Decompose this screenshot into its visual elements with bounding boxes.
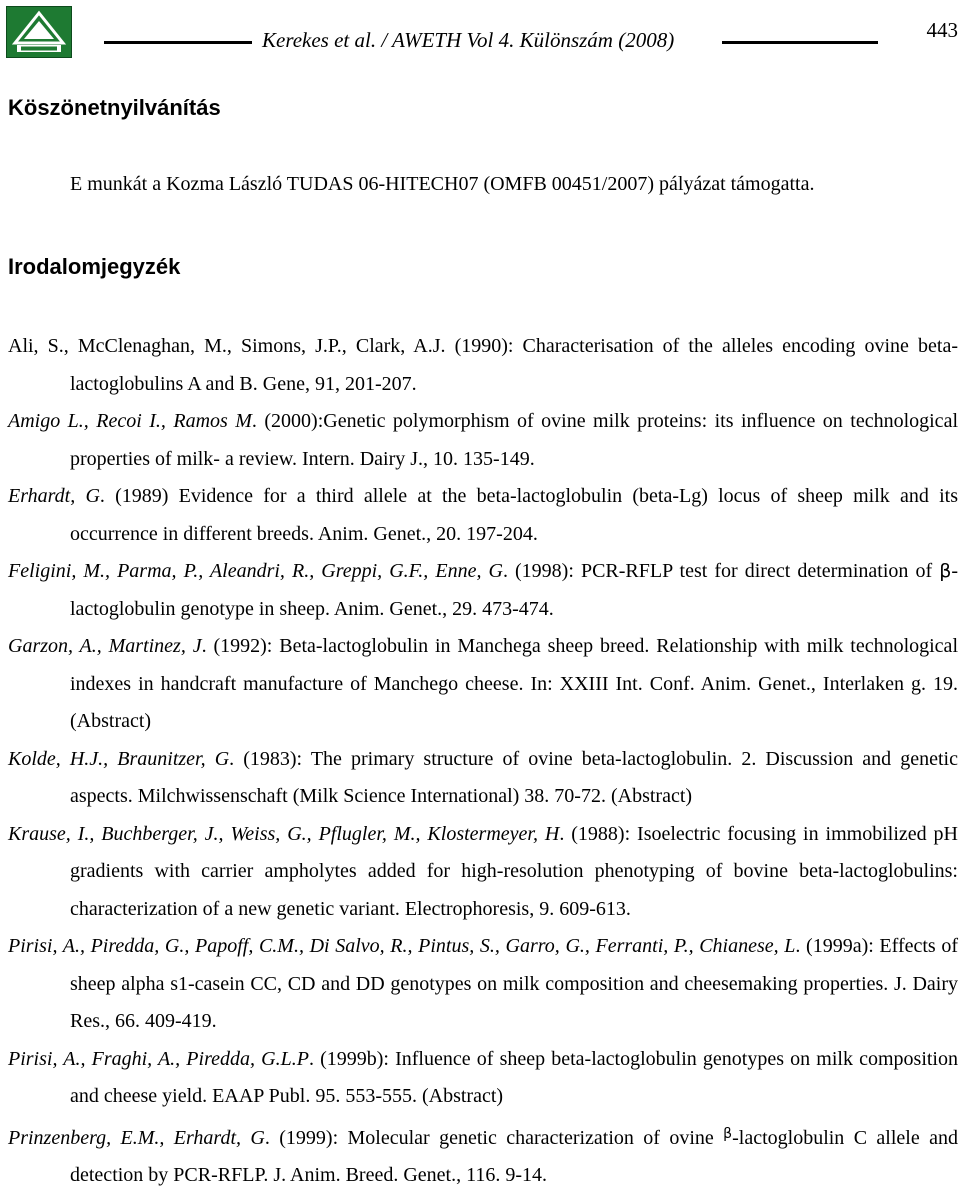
reference-item — [8, 1041, 958, 1116]
reference-authors: Garzon, A., Martinez, J — [8, 635, 202, 657]
page-header — [0, 0, 960, 70]
header-rule-left — [104, 41, 252, 44]
reference-text: . (1983): The primary structure of ovine beta-lactoglobulin. 2. Discussion and genetic aspects. Milchwissenschaft (Milk Science International) 38. 70-72. (Abstract) — [70, 747, 958, 807]
reference-text: . (1992): Beta-lactoglobulin in Manchega sheep breed. Relationship with milk technological indexes in handcraft manufacture of Manchego cheese. In: XXIII Int. Conf. Anim. Genet., Interlaken g. 19. (Abstract) — [70, 635, 958, 732]
reference-text: . (1999a): Effects of sheep alpha s1-casein CC, CD and DD genotypes on milk composition and cheesemaking properties. J. Dairy Res., 66. 409-419. — [70, 935, 958, 1032]
reference-authors: Erhardt, G — [8, 485, 100, 507]
reference-text: . (1988): Isoelectric focusing in immobilized pH gradients with carrier ampholytes added for high-resolution phenotyping of bovine beta-lactoglobulins: characterization of a new genetic variant. Electrophoresis, 9. 609-613. — [70, 822, 958, 920]
reference-authors: Kolde, H.J., Braunitzer, G — [8, 747, 230, 770]
reference-authors: Feligini, M., Parma, P., Aleandri, R., Greppi, G.F., Enne, G — [8, 560, 503, 582]
reference-authors: Pirisi, A., Fraghi, A., Piredda, G.L.P — [8, 1047, 309, 1070]
acknowledgement-text: E munkát a Kozma László TUDAS 06-HITECH07 (OMFB 00451/2007) pályázat támogatta. — [70, 173, 815, 195]
university-logo-icon — [6, 6, 72, 58]
reference-text: . (1999): Molecular genetic characterization of ovine — [264, 1126, 724, 1149]
reference-authors: Amigo L., Recoi I., Ramos M — [8, 410, 252, 432]
reference-text: . (1998): PCR-RFLP test for direct determination of — [502, 560, 940, 582]
reference-item — [8, 741, 958, 816]
reference-item — [8, 403, 958, 478]
reference-list — [8, 328, 958, 1195]
reference-text: . (2000):Genetic polymorphism of ovine milk proteins: its influence on technological properties of milk- a review. Intern. Dairy J., 10. 135-149. — [70, 410, 958, 470]
page-number: 443 — [926, 18, 958, 42]
reference-text: . (1999b): Influence of sheep beta-lactoglobulin genotypes on milk composition and cheese yield. EAAP Publ. 95. 553-555. (Abstract) — [70, 1047, 958, 1107]
reference-item — [8, 928, 958, 1041]
beta-symbol: β — [939, 560, 952, 582]
reference-item — [8, 328, 958, 403]
reference-item — [8, 816, 958, 929]
reference-text: -lactoglobulin C allele and detection by PCR-RFLP. J. Anim. Breed. Genet., 116. 9-14. — [70, 1126, 958, 1186]
reference-item — [8, 1116, 958, 1195]
beta-symbol: β — [723, 1125, 733, 1142]
reference-authors: Pirisi, A., Piredda, G., Papoff, C.M., Di Salvo, R., Pintus, S., Garro, G., Ferranti, P., Chianese, L — [8, 935, 796, 957]
header-rule-right — [722, 41, 878, 44]
acknowledgement-heading: Köszönetnyilvánítás — [8, 95, 221, 120]
reference-authors: Krause, I., Buchberger, J., Weiss, G., Pflugler, M., Klostermeyer, H — [8, 822, 560, 845]
reference-text: Ali, S., McClenaghan, M., Simons, J.P., Clark, A.J. (1990): Characterisation of the alleles encoding ovine beta-lactoglobulins A and B. Gene, 91, 201-207. — [8, 335, 958, 395]
reference-item — [8, 478, 958, 553]
reference-authors: Prinzenberg, E.M., Erhardt, G — [8, 1126, 265, 1149]
reference-text: . (1989) Evidence for a third allele at the beta-lactoglobulin (beta-Lg) locus of sheep milk and its occurrence in different breeds. Anim. Genet., 20. 197-204. — [70, 485, 958, 545]
reference-text: -lactoglobulin genotype in sheep. Anim. Genet., 29. 473-474. — [70, 560, 958, 620]
reference-item — [8, 628, 958, 741]
references-heading: Irodalomjegyzék — [8, 254, 181, 279]
reference-item — [8, 553, 958, 628]
journal-title: Kerekes et al. / AWETH Vol 4. Különszám (2008) — [262, 28, 675, 52]
